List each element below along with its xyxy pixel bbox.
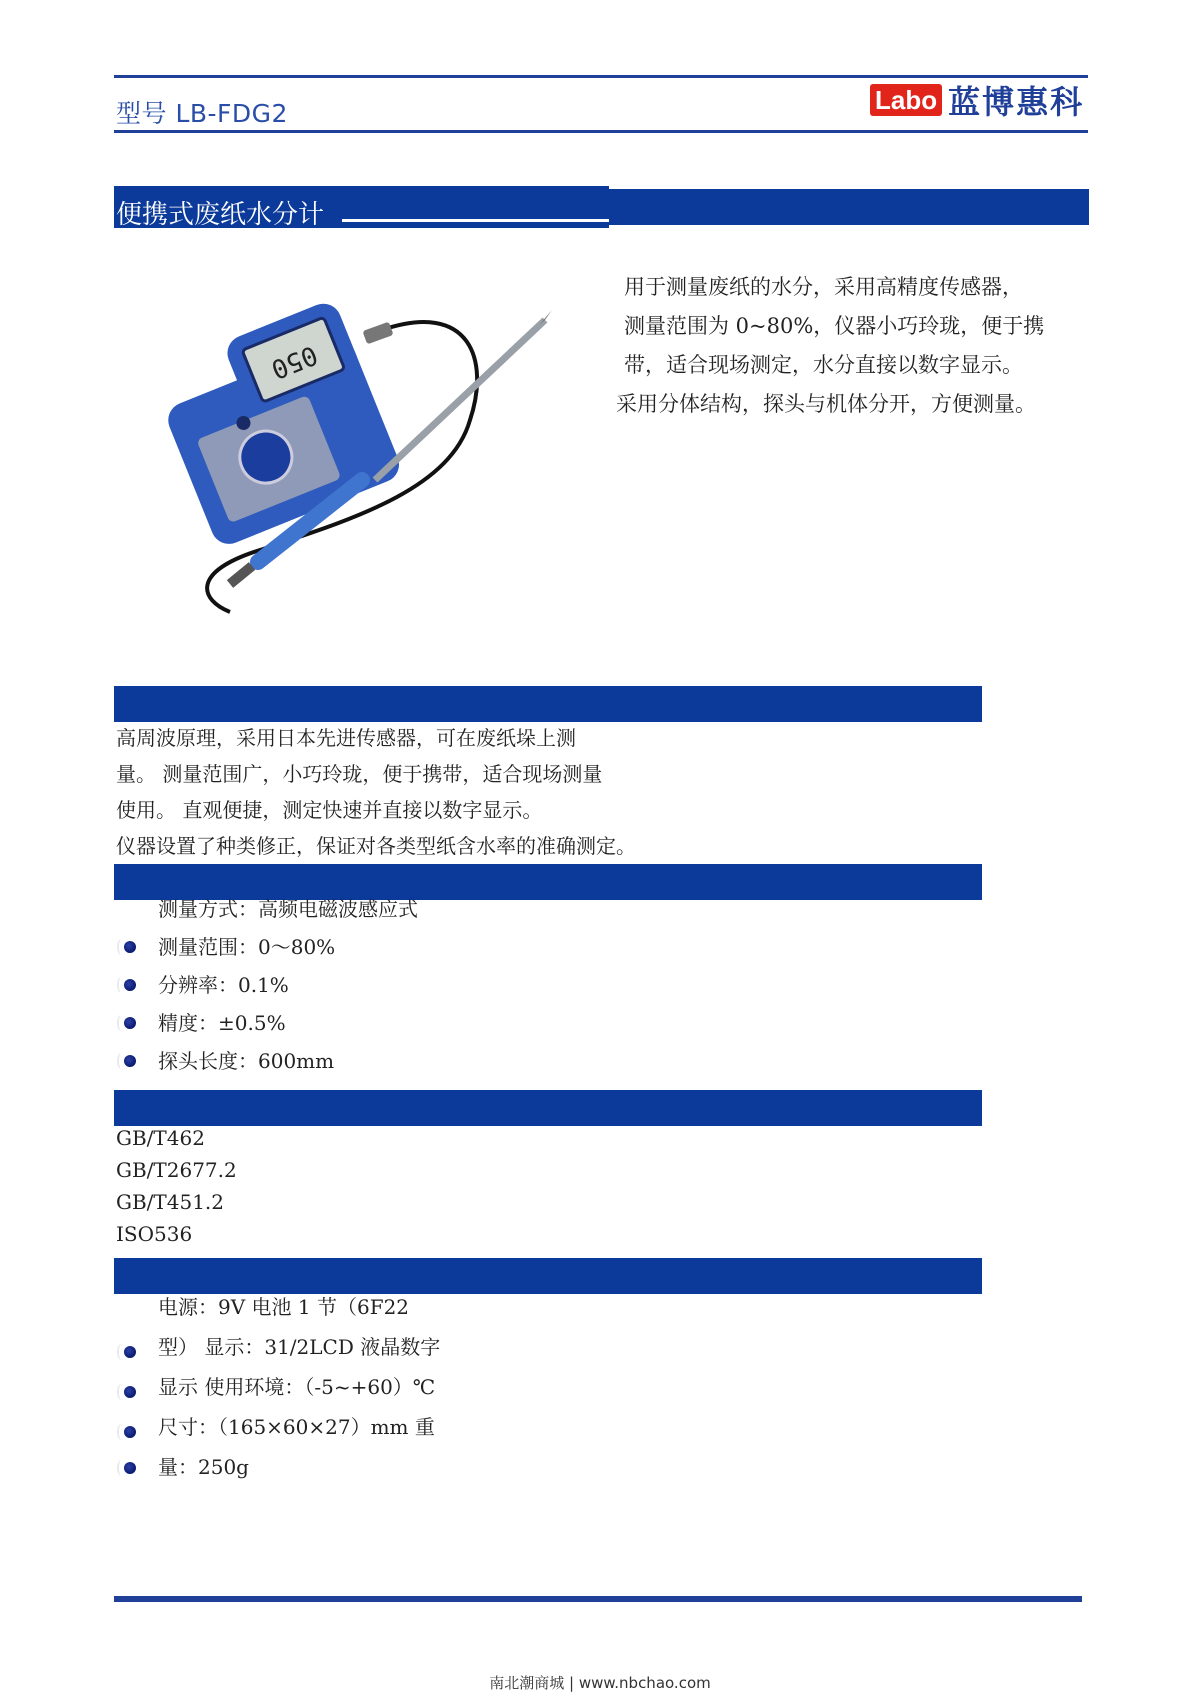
standard-item: GB/T462	[116, 1126, 205, 1150]
list-item	[116, 1408, 440, 1448]
brand-logo	[870, 82, 1085, 121]
intro-text	[616, 268, 1096, 424]
title-bar-extension	[609, 189, 1089, 225]
list-item	[116, 1368, 440, 1408]
logo-text: 蓝博惠科	[948, 83, 1085, 121]
intro-line: 采用分体结构，探头与机体分开，方便测量。	[616, 392, 1036, 416]
principle-line: 仪器设置了种类修正，保证对各类型纸含水率的准确测定。	[116, 834, 636, 858]
bullet-icon	[124, 1017, 136, 1029]
bullet-icon	[124, 1386, 136, 1398]
footer-text: 南北潮商城 | www.nbchao.com	[489, 1674, 711, 1692]
spec-text: 测量方式：高频电磁波感应式	[158, 897, 418, 921]
principle-text	[116, 720, 676, 864]
list-item	[116, 1448, 440, 1488]
list-item	[116, 890, 418, 928]
standard-item: GB/T2677.2	[116, 1158, 237, 1182]
list-item	[116, 1042, 418, 1080]
probe-end-cap	[230, 566, 252, 584]
other-text: 型） 显示：31/2LCD 液晶数字	[158, 1335, 441, 1359]
list-item	[116, 1288, 440, 1328]
title-underline	[342, 219, 609, 222]
principle-line: 高周波原理，采用日本先进传感器，可在废纸垛上测	[116, 726, 576, 750]
model-number: 型号 LB-FDG2	[116, 99, 288, 128]
other-text: 量：250g	[158, 1455, 249, 1479]
probe-rod	[375, 320, 545, 480]
intro-line: 带，适合现场测定，水分直接以数字显示。	[624, 353, 1023, 377]
section-bar-standards	[114, 1090, 982, 1126]
intro-line: 用于测量废纸的水分，采用高精度传感器，	[624, 275, 1023, 299]
cable-connector	[362, 322, 393, 345]
standard-item: GB/T451.2	[116, 1190, 225, 1214]
principle-line: 使用。 直观便捷，测定快速并直接以数字显示。	[116, 798, 543, 822]
spec-text: 精度：±0.5%	[158, 1011, 286, 1035]
spec-list	[116, 890, 418, 1080]
logo-badge: Labo	[870, 84, 942, 116]
other-text: 电源：9V 电池 1 节（6F22	[158, 1295, 410, 1319]
principle-line: 量。 测量范围广，小巧玲珑，便于携带，适合现场测量	[116, 762, 603, 786]
standard-item: ISO536	[116, 1222, 193, 1246]
product-image	[150, 300, 610, 640]
section-bar-principle	[114, 686, 982, 722]
list-item	[116, 1004, 418, 1042]
header-top-rule	[114, 75, 1088, 78]
lcd-readout: 050	[266, 338, 322, 385]
header-bottom-rule	[114, 130, 1088, 133]
bullet-icon	[124, 979, 136, 991]
bullet-icon	[124, 1462, 136, 1474]
list-item	[116, 928, 418, 966]
bullet-icon	[124, 1346, 136, 1358]
list-item	[116, 966, 418, 1004]
standards-list	[116, 1122, 237, 1250]
intro-line: 测量范围为 0~80%，仪器小巧玲珑，便于携	[624, 314, 1045, 338]
bullet-icon	[124, 1426, 136, 1438]
other-list	[116, 1288, 440, 1488]
product-title: 便携式废纸水分计	[116, 200, 325, 230]
other-text: 显示 使用环境：（-5~+60）℃	[158, 1375, 436, 1399]
spec-text: 探头长度：600mm	[158, 1049, 335, 1073]
spec-text: 测量范围：0～80%	[158, 935, 336, 959]
bullet-icon	[124, 941, 136, 953]
other-text: 尺寸：（165×60×27）mm 重	[158, 1415, 435, 1439]
bullet-icon	[124, 1055, 136, 1067]
footer-rule	[114, 1596, 1082, 1602]
spec-text: 分辨率：0.1%	[158, 973, 289, 997]
list-item	[116, 1328, 440, 1368]
